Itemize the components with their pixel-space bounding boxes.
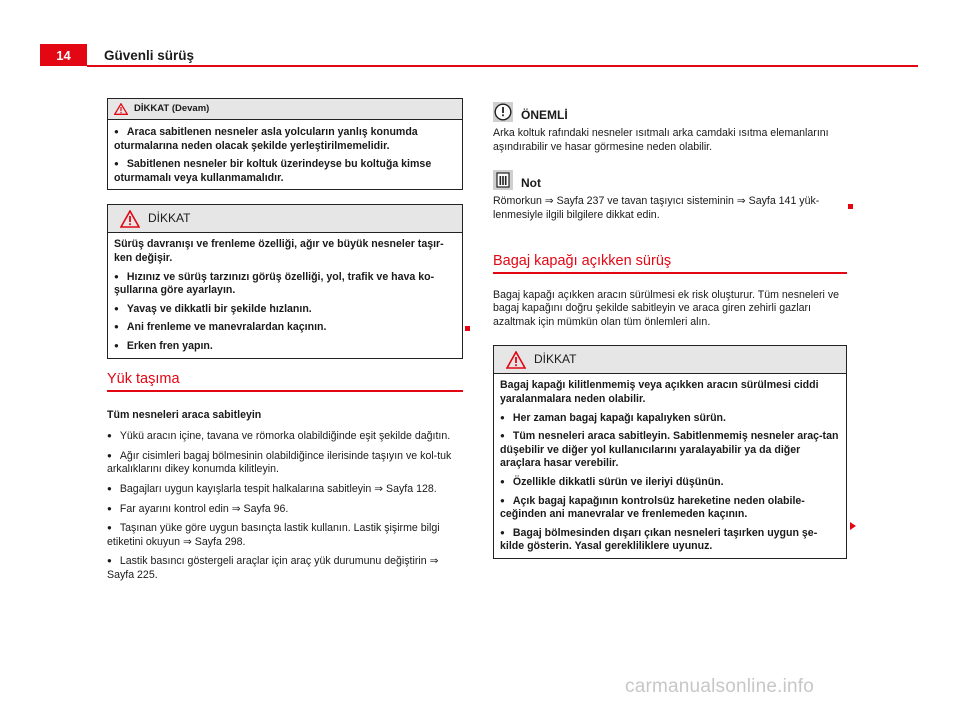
warning-bullet: ● Erken fren yapın. xyxy=(114,340,456,354)
warning-bullet: ● Bagaj bölmesinden dışarı çıkan nesneleri taşırken uygun şe-kilde gösterin. Yasal gerekliliklere uyunuz. xyxy=(500,527,840,554)
note-icon xyxy=(493,170,513,190)
important-icon xyxy=(493,102,513,122)
warning-triangle-icon xyxy=(506,351,526,369)
page-number: 14 xyxy=(40,44,87,66)
warning-bullet: ● Tüm nesneleri araca sabitleyin. Sabitlenmemiş nesneler araç-tan düşebilir ve diğer yol kullanıcılarını yaralayabilir ya da diğer araçlara hasar verebilir. xyxy=(500,430,840,471)
watermark: carmanualsonline.info xyxy=(625,676,815,697)
note-title: Not xyxy=(521,176,541,191)
warning-bullet: ● Ani frenleme ve manevralardan kaçının. xyxy=(114,321,456,335)
warning-bullet: ● Her zaman bagaj kapağı kapalıyken sürün. xyxy=(500,412,840,426)
warning-title: DİKKAT xyxy=(148,211,191,226)
list-item: ● Lastik basıncı göstergeli araçlar için araç yük durumunu değiştirin ⇒ Sayfa 225. xyxy=(107,555,463,582)
warning-intro: Sürüş davranışı ve frenleme özelliği, ağır ve büyük nesneler taşır-ken değişir. xyxy=(114,238,444,264)
warning-box xyxy=(107,204,463,358)
warning-triangle-icon xyxy=(114,103,128,115)
warning-bullet: ● Hızınız ve sürüş tarzınızı görüş özelliği, yol, trafik ve hava ko-şullarına göre ayarlayın. xyxy=(114,271,456,298)
warning-bullet: ● Sabitlenen nesneler bir koltuk üzerindeyse bu koltuğa kimse oturmamalı veya kullanmamalıdır. xyxy=(114,158,456,185)
warning-title: DİKKAT (Devam) xyxy=(134,103,210,115)
header-rule xyxy=(87,65,918,67)
warning-bullet: ● Özellikle dikkatli sürün ve ileriyi düşünün. xyxy=(500,476,840,490)
warning-continued-box xyxy=(107,98,463,190)
important-title: ÖNEMLİ xyxy=(521,108,568,123)
list-item: ● Taşınan yüke göre uygun basınçta lastik kullanın. Lastik şişirme bilgi etiketini okuyun ⇒ Sayfa 298. xyxy=(107,522,463,549)
warning-box xyxy=(493,345,847,559)
continue-arrow-icon xyxy=(850,522,856,530)
list-item: ● Bagajları uygun kayışlarla tespit halkalarına sabitleyin ⇒ Sayfa 128. xyxy=(107,483,463,497)
important-text: Arka koltuk rafındaki nesneler ısıtmalı arka camdaki ısıtma elemanlarını aşındırabilir ve hasar görmesine neden olabilir. xyxy=(493,127,829,153)
list-item: ● Ağır cisimleri bagaj bölmesinin olabildiğince ilerisinde taşıyın ve kol-tuk arkalıklarını dikey konumda kilitleyin. xyxy=(107,450,463,477)
section-title: Bagaj kapağı açıkken sürüş xyxy=(493,253,672,269)
page-header-title: Güvenli sürüş xyxy=(104,48,195,63)
section-text: Bagaj kapağı açıkken aracın sürülmesi ek risk oluşturur. Tüm nesneleri ve bagaj kapağını doğru şekilde sabitleyin ve araca giren zehirli gazları azaltmak için mümkün olan tüm önlemleri alın. xyxy=(493,288,840,328)
warning-bullet: ● Araca sabitlenen nesneler asla yolcuların yanlış konumda oturmalarına neden olacak şekilde yerleştirilmemelidir. xyxy=(114,126,456,153)
end-marker xyxy=(848,204,853,209)
section-title: Yük taşıma xyxy=(107,371,180,387)
warning-triangle-icon xyxy=(120,210,140,228)
list-item: ● Yükü aracın içine, tavana ve römorka olabildiğinde eşit şekilde dağıtın. xyxy=(107,430,463,444)
list-item: ● Far ayarını kontrol edin ⇒ Sayfa 96. xyxy=(107,503,463,517)
warning-title: DİKKAT xyxy=(534,352,577,367)
warning-intro: Bagaj kapağı kilitlenmemiş veya açıkken aracın sürülmesi ciddi yaralanmalara neden olabilir. xyxy=(500,379,819,405)
section-subheading: Tüm nesneleri araca sabitleyin xyxy=(107,408,262,421)
warning-bullet: ● Açık bagaj kapağının kontrolsüz hareketine neden olabile-ceğinden ani manevralar ve frenlemeden kaçının. xyxy=(500,495,840,522)
section-rule xyxy=(107,390,463,392)
section-rule xyxy=(493,272,847,274)
end-marker xyxy=(465,326,470,331)
warning-bullet: ● Yavaş ve dikkatli bir şekilde hızlanın. xyxy=(114,303,456,317)
note-text: Römorkun ⇒ Sayfa 237 ve tavan taşıyıcı sisteminin ⇒ Sayfa 141 yük-lenmesiyle ilgili bilgilere dikkat edin. xyxy=(493,195,820,221)
